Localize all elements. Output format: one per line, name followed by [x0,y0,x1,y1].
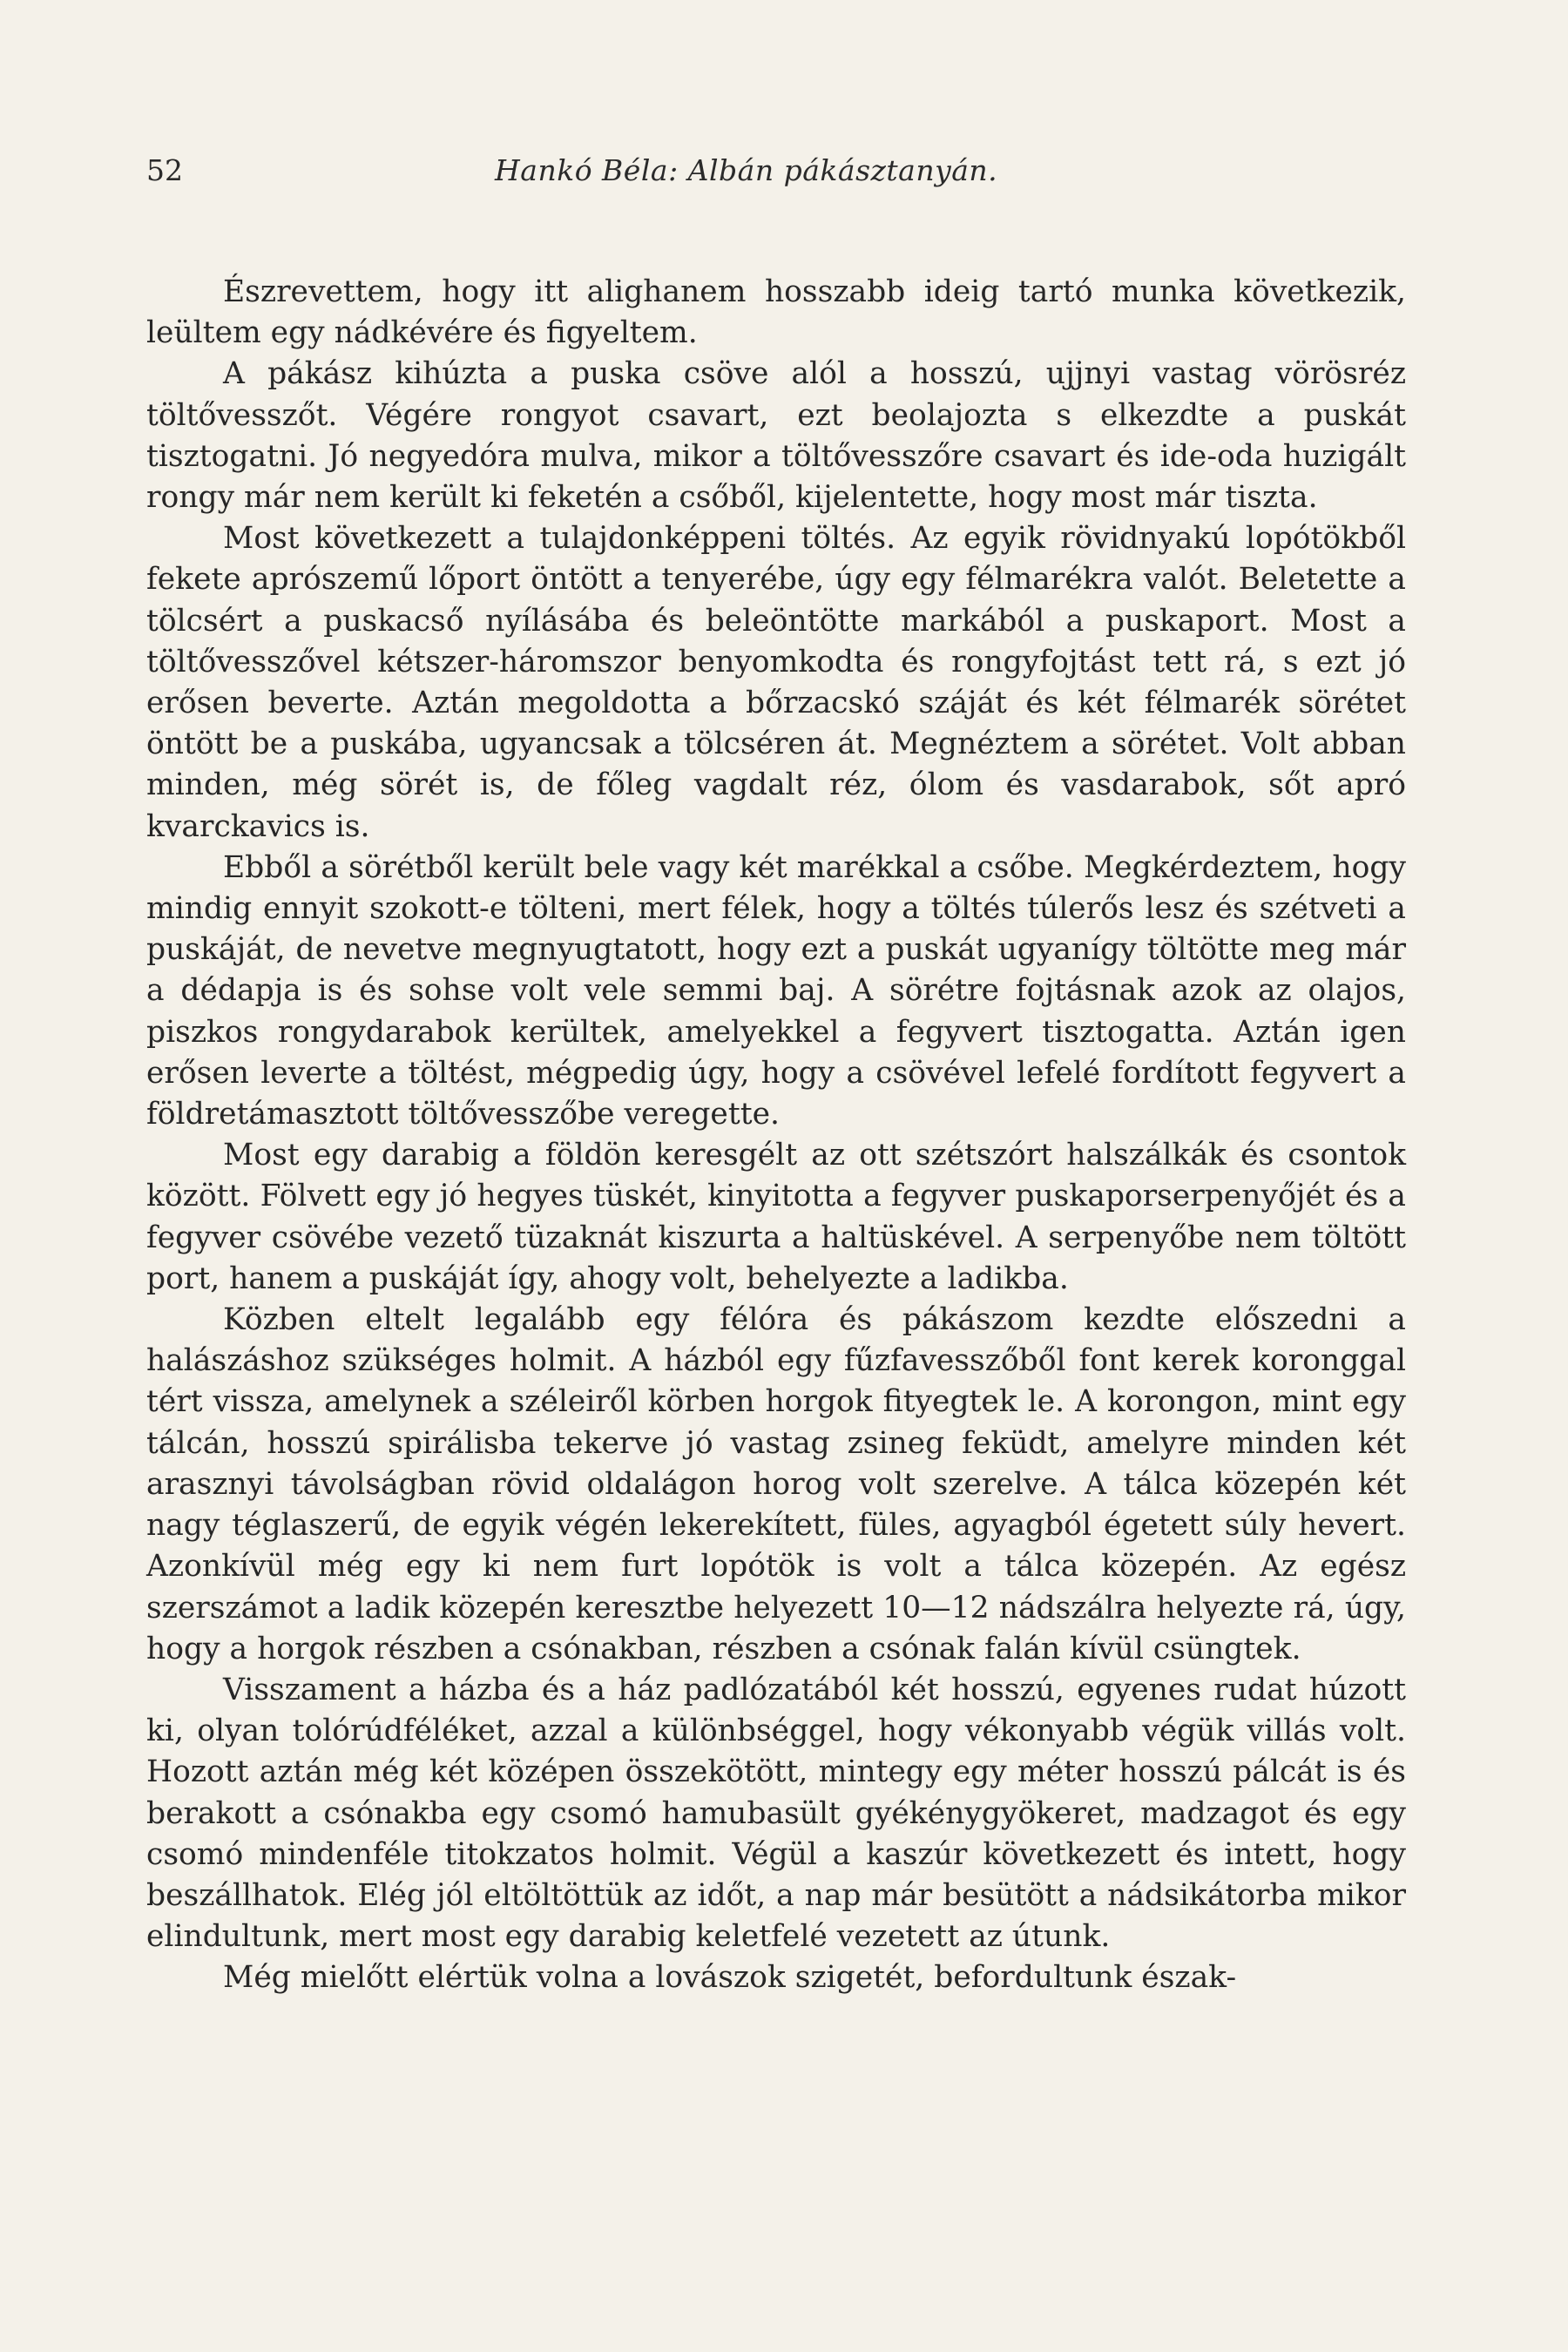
paragraph: Közben eltelt legalább egy félóra és pákászom kezdte előszedni a halászáshoz szükséges holmit. A házból egy fűzfavesszőből font kerek koronggal tért vissza, amelynek a széleiről körben horgok fityegtek le. A korongon, mint egy tálcán, hosszú spirálisba tekerve jó vastag zsineg feküdt, amelyre minden két arasznyi távolságban rövid oldalágon horog volt szerelve. A tálca közepén két nagy téglaszerű, de egyik végén lekerekített, füles, agyagból égetett súly hevert. Azonkívül még egy ki nem furt lopótök is volt a tálca közepén. Az egész szerszámot a ladik közepén keresztbe helyezett 10—12 nádszálra helyezte rá, úgy, hogy a horgok részben a csónakban, részben a csónak falán kívül csüngtek. [146,1302,1406,1666]
paragraph: Most következett a tulajdonképpeni töltés. Az egyik rövidnyakú lopótökből fekete aprószemű lőport öntött a tenyerébe, úgy egy félmarékra valót. Beletette a tölcsért a puskacső nyílásába és beleöntötte markából a puskaport. Most a töltővesszővel kétszer-háromszor benyomkodta és rongyfojtást tett rá, s ezt jó erősen beverte. Aztán megoldotta a bőrzacskó száját és két félmarék sörétet öntött be a puskába, ugyancsak a tölcséren át. Megnéztem a sörétet. Volt abban minden, még sörét is, de főleg vagdalt réz, ólom és vasdarabok, sőt apró kvarckavics is. [146,521,1406,844]
paragraph: Még mielőtt elértük volna a lovászok szigetét, befordultunk észak- [223,1960,1237,1996]
body-text [146,272,1406,1999]
paragraph: Visszament a házba és a ház padlózatából két hosszú, egyenes rudat húzott ki, olyan tolórúdféléket, azzal a különbséggel, hogy vékonyabb végük villás volt. Hozott aztán még két középen összekötött, mintegy egy méter hosszú pálcát is és berakott a csónakba egy csomó hamubasült gyékénygyökeret, madzagot és egy csomó mindenféle titokzatos holmit. Végül a kaszúr következett és intett, hogy beszállhatok. Elég jól eltöltöttük az időt, a nap már besütött a nádsikátorba mikor elindultunk, mert most egy darabig keletfelé vezetett az útunk. [146,1672,1406,1955]
running-head [146,153,1409,197]
paragraph: Ebből a sörétből került bele vagy két marékkal a csőbe. Megkérdeztem, hogy mindig ennyit szokott-e tölteni, mert félek, hogy a töltés túlerős lesz és szétveti a puskáját, de nevetve megnyugtatott, hogy ezt a puskát ugyanígy töltötte meg már a dédapja is és sohse volt vele semmi baj. A sörétre fojtásnak azok az olajos, piszkos rongydarabok kerültek, amelyekkel a fegyvert tisztogatta. Aztán igen erősen leverte a töltést, mégpedig úgy, hogy a csövével lefelé fordított fegyvert a földretámasztott töltővesszőbe veregette. [146,849,1406,1132]
page-number: 52 [146,153,183,187]
running-title: Hankó Béla: Albán pákásztanyán. [495,153,998,187]
paragraph: A pákász kihúzta a puska csöve alól a hosszú, ujjnyi vastag vörösréz töltővesszőt. Végére rongyot csavart, ezt beolajozta s elkezdte a puskát tisztogatni. Jó negyedóra mulva, mikor a töltővesszőre csavart és ide-oda huzigált rongy már nem került ki feketén a csőből, kijelentette, hogy most már tiszta. [146,356,1406,516]
paragraph: Észrevettem, hogy itt alighanem hosszabb ideig tartó munka következik, leültem egy nádkévére és figyeltem. [146,274,1406,351]
paragraph: Most egy darabig a földön keresgélt az ott szétszórt halszálkák és csontok között. Fölvett egy jó hegyes tüskét, kinyitotta a fegyver puskaporserpenyőjét és a fegyver csövébe vezető tüzaknát kiszurta a haltüskével. A serpenyőbe nem töltött port, hanem a puskáját így, ahogy volt, behelyezte a ladikba. [146,1138,1406,1296]
